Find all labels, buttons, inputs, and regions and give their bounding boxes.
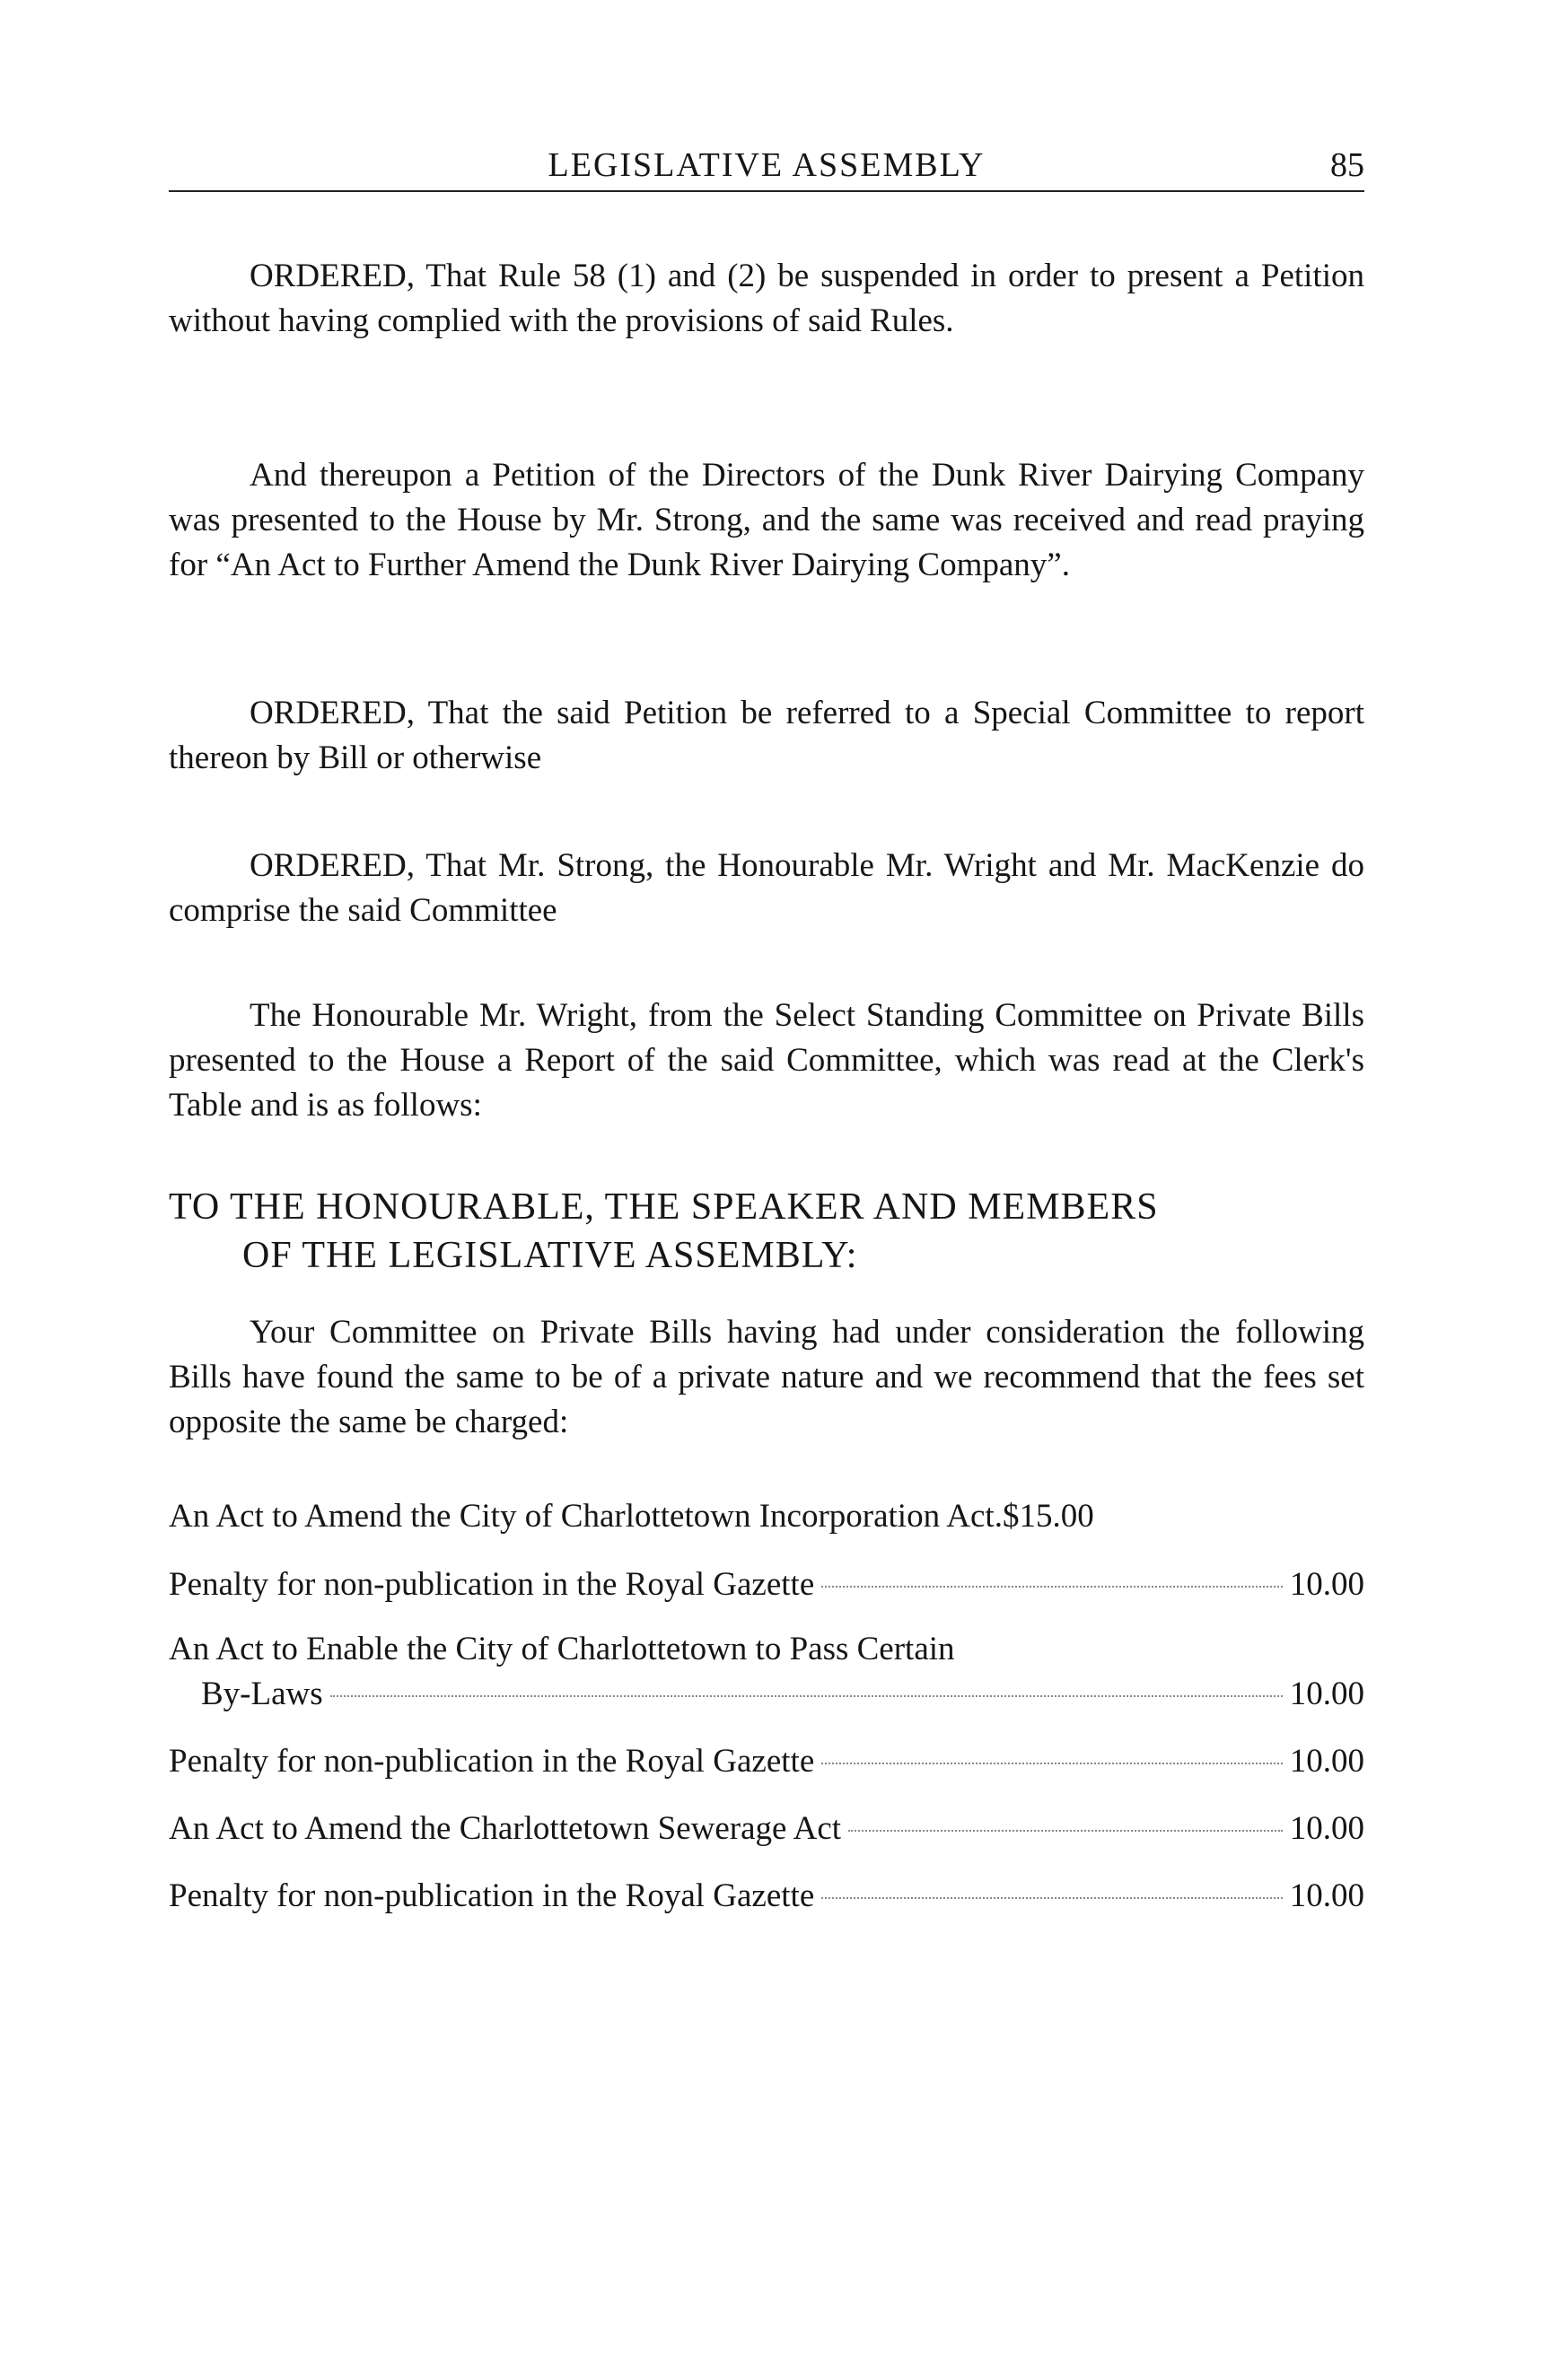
- fee-amount: 10.00: [1289, 1877, 1364, 1914]
- header-rule: [169, 190, 1364, 192]
- fee-description: An Act to Amend the Charlottetown Sewerage Act: [169, 1810, 842, 1847]
- address-line-2: OF THE LEGISLATIVE ASSEMBLY:: [242, 1235, 858, 1276]
- fee-item: [169, 1739, 1364, 1784]
- fee-item: [169, 1494, 1364, 1539]
- fee-description: Penalty for non-publication in the Royal Gazette: [169, 1743, 815, 1780]
- paragraph-petition: And thereupon a Petition of the Directors of the Dunk River Dairying Company was presented to the House by Mr. Strong, and the same was received and read praying for “An Act to Further Amend the Dunk River Dairying Company”.: [169, 457, 1364, 583]
- address-heading: [169, 1183, 1364, 1280]
- page-number: 85: [1330, 146, 1364, 184]
- fee-description: Penalty for non-publication in the Royal Gazette: [169, 1877, 815, 1914]
- report-intro: Your Committee on Private Bills having had under consideration the following Bills have found the same to be of a private nature and we recommend that the fees set opposite the same be charged:: [169, 1314, 1364, 1440]
- leader-dots: [848, 1830, 1283, 1832]
- leader-dots: [821, 1586, 1283, 1588]
- fee-amount: 10.00: [1289, 1676, 1364, 1712]
- fee-description: An Act to Amend the City of Charlottetown Incorporation Act.: [169, 1498, 1003, 1535]
- fee-amount: 10.00: [1289, 1810, 1364, 1847]
- fee-amount: 10.00: [1289, 1566, 1364, 1603]
- fee-amount: $15.00: [1002, 1498, 1094, 1535]
- leader-dots: [330, 1695, 1283, 1697]
- leader-dots: [821, 1763, 1283, 1764]
- paragraph-report-presented: The Honourable Mr. Wright, from the Select Standing Committee on Private Bills presented to the House a Report of the said Committee, which was read at the Clerk's Table and is as follows:: [169, 997, 1364, 1124]
- fee-description: Penalty for non-publication in the Royal Gazette: [169, 1566, 815, 1603]
- fee-description: An Act to Enable the City of Charlottetown to Pass Certain: [169, 1631, 955, 1667]
- fee-amount: 10.00: [1289, 1743, 1364, 1780]
- fee-item: [169, 1874, 1364, 1919]
- fee-description-continued: By-Laws: [201, 1676, 323, 1712]
- leader-dots: [821, 1897, 1283, 1899]
- paragraph-rule-suspension: ORDERED, That Rule 58 (1) and (2) be suspended in order to present a Petition without having complied with the provisions of said Rules.: [169, 258, 1364, 339]
- page-header: [169, 145, 1364, 190]
- fee-item: [169, 1627, 1364, 1717]
- running-head: LEGISLATIVE ASSEMBLY: [548, 146, 986, 184]
- paragraph-committee-order: ORDERED, That Mr. Strong, the Honourable Mr. Wright and Mr. MacKenzie do comprise the said Committee: [169, 847, 1364, 929]
- fee-item: [169, 1562, 1364, 1607]
- address-line-1: TO THE HONOURABLE, THE SPEAKER AND MEMBERS: [169, 1186, 1159, 1228]
- fee-item: [169, 1807, 1364, 1851]
- paragraph-referral-order: ORDERED, That the said Petition be referred to a Special Committee to report thereon by Bill or otherwise: [169, 695, 1364, 776]
